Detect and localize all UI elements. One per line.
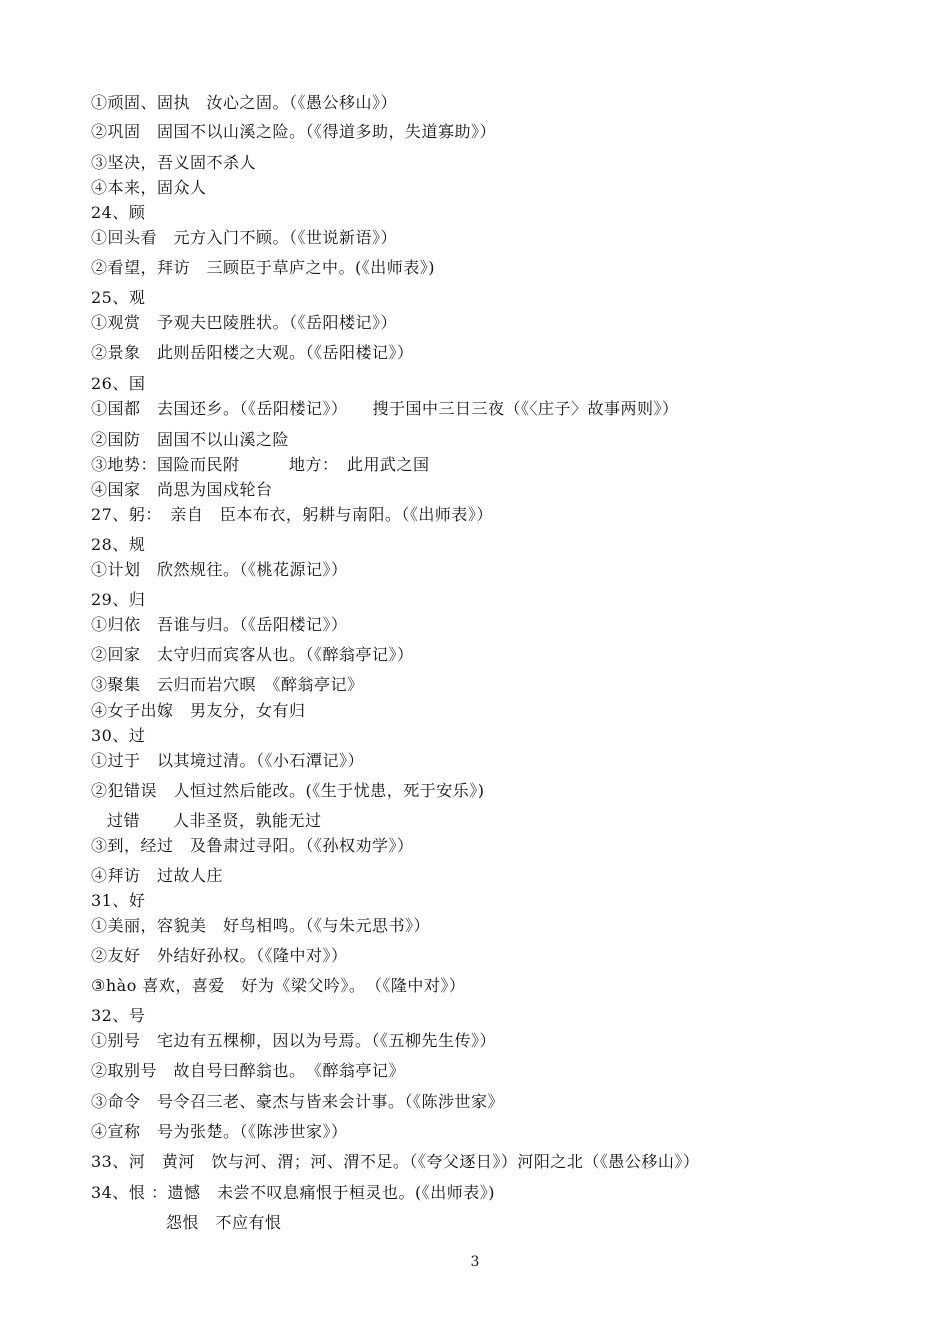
text-line: ②犯错误 人恒过然后能改。(《生于忧患，死于安乐》)	[91, 781, 485, 800]
text-line: ①回头看 元方入门不顾。（《世说新语》）	[91, 228, 398, 247]
text-line: ③到，经过 及鲁肃过寻阳。（《孙权劝学》）	[91, 836, 414, 855]
text-line: ①美丽，容貌美 好鸟相鸣。（《与朱元思书》）	[91, 916, 431, 935]
text-line: ③命令 号令召三老、豪杰与皆来会计事。（《陈涉世家》	[91, 1092, 505, 1111]
page-number: 3	[470, 1254, 480, 1270]
text-line: ③地势：国险而民附 地方： 此用武之国	[91, 455, 430, 474]
text-line: ②友好 外结好孙权。（《隆中对》）	[91, 946, 348, 965]
text-line: ④拜访 过故人庄	[91, 866, 224, 885]
text-line: 27、躬： 亲自 臣本布衣，躬耕与南阳。（《出师表》）	[91, 505, 493, 524]
text-line: 31、好	[91, 891, 146, 910]
text-line: ①归依 吾谁与归。（《岳阳楼记》）	[91, 615, 348, 634]
text-line: 怨恨 不应有恨	[166, 1213, 282, 1232]
text-line: ②景象 此则岳阳楼之大观。（《岳阳楼记》）	[91, 343, 414, 362]
text-line: ①观赏 予观夫巴陵胜状。（《岳阳楼记》）	[91, 313, 398, 332]
text-line: ①别号 宅边有五棵柳，因以为号焉。（《五柳先生传》）	[91, 1031, 497, 1050]
text-line: ④本来，固众人	[91, 178, 207, 197]
text-line: 29、归	[91, 590, 146, 609]
text-line: ①过于 以其境过清。（《小石潭记》）	[91, 751, 365, 770]
text-line: 30、过	[91, 726, 146, 745]
text-line: 34、恨 ：遗憾 未尝不叹息痛恨于桓灵也。(《出师表》)	[91, 1183, 495, 1202]
text-line: ①国都 去国还乡。（《岳阳楼记》） 搜于国中三日三夜（《〈庄子〉故事两则》）	[91, 399, 679, 418]
text-line: ②取别号 故自号曰醉翁也。 《醉翁亭记》	[91, 1061, 406, 1080]
text-line: 33、河 黄河 饮与河、渭；河、渭不足。（《夸父逐日》）河阳之北（《愚公移山》）	[91, 1152, 700, 1171]
text-line: ②回家 太守归而宾客从也。（《醉翁亭记》）	[91, 645, 414, 664]
text-line: 过错 人非圣贤，孰能无过	[107, 811, 322, 830]
text-line: ③坚决，吾义固不杀人	[91, 153, 257, 172]
text-line: ②看望，拜访 三顾臣于草庐之中。(《出师表》)	[91, 258, 435, 277]
text-line: 28、规	[91, 535, 146, 554]
text-line: ④女子出嫁 男友分，女有归	[91, 701, 306, 720]
text-line: 24、顾	[91, 203, 146, 222]
text-line: ②国防 固国不以山溪之险	[91, 430, 290, 449]
text-line: 26、国	[91, 374, 146, 393]
text-line: ①顽固、固执 汝心之固。（《愚公移山》）	[91, 93, 398, 112]
text-line: ③聚集 云归而岩穴暝 《醉翁亭记》	[91, 675, 364, 694]
text-line: ④国家 尚思为国戍轮台	[91, 480, 273, 499]
text-line: ②巩固 固国不以山溪之险。（《得道多助，失道寡助》）	[91, 122, 497, 141]
text-line: 25、观	[91, 288, 146, 307]
text-line: 32、号	[91, 1006, 146, 1025]
text-line: ④宣称 号为张楚。（《陈涉世家》）	[91, 1122, 348, 1141]
text-line: ③hào 喜欢，喜爱 好为《梁父吟》。 （《隆中对》）	[91, 976, 466, 995]
text-line: ①计划 欣然规往。（《桃花源记》）	[91, 560, 348, 579]
